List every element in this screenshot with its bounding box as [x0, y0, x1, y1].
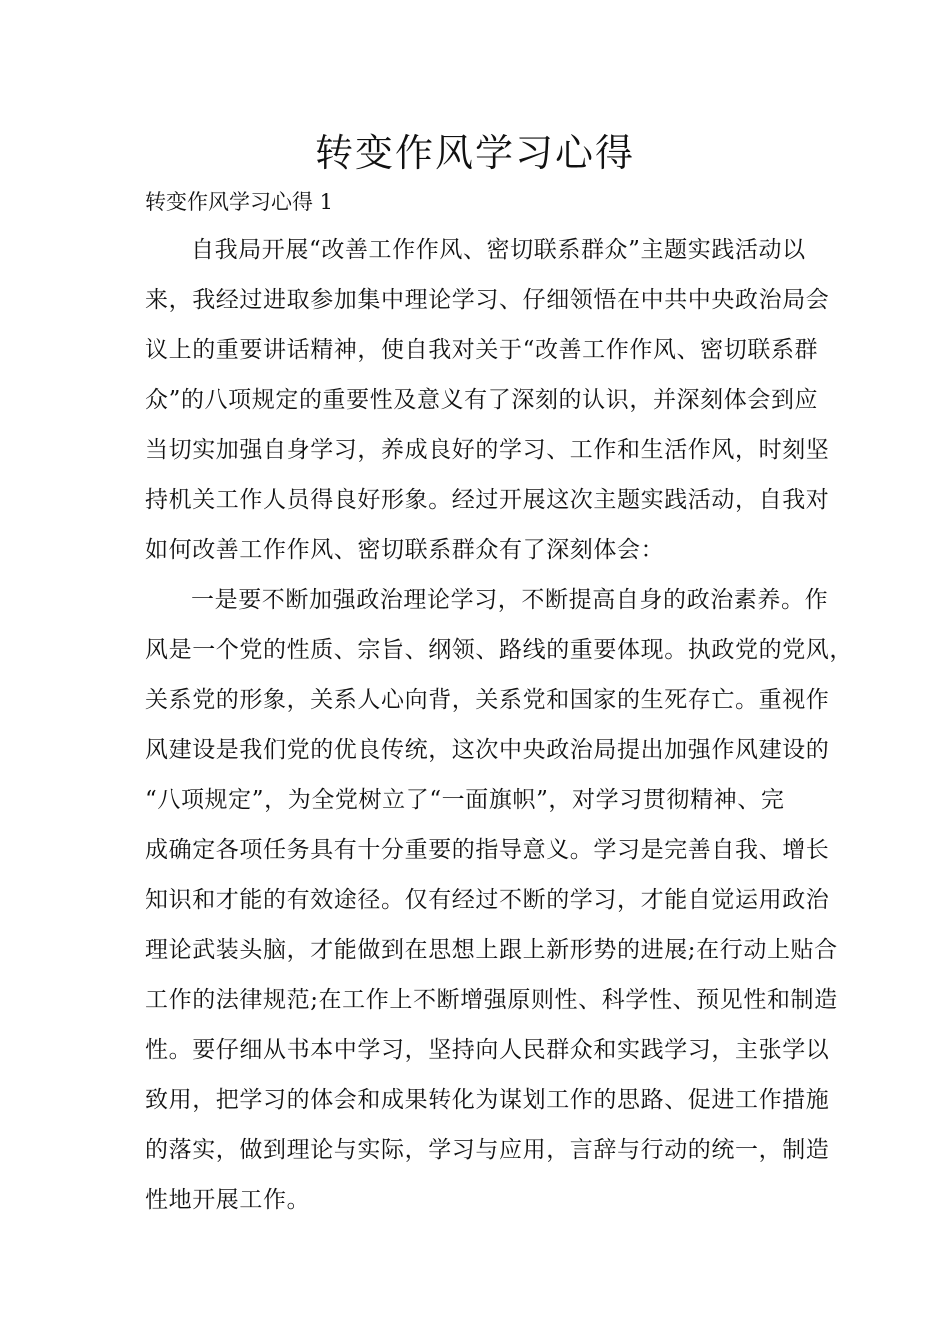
paragraph-line: 工作的法律规范;在工作上不断增强原则性、科学性、预见性和制造	[145, 987, 838, 1013]
paragraph-line: 致用，把学习的体会和成果转化为谋划工作的思路、促进工作措施	[145, 1087, 830, 1113]
paragraph-line: 的落实，做到理论与实际，学习与应用，言辞与行动的统一，制造	[145, 1137, 830, 1163]
paragraph-line: 风建设是我们党的优良传统，这次中央政治局提出加强作风建设的	[145, 737, 830, 763]
paragraph-line: 议上的重要讲话精神，使自我对关于“改善工作作风、密切联系群	[145, 337, 819, 363]
paragraph-2	[145, 584, 853, 1234]
paragraph-line: 一是要不断加强政治理论学习，不断提高自身的政治素养。作	[191, 587, 829, 613]
paragraph-line: 当切实加强自身学习，养成良好的学习、工作和生活作风，时刻坚	[145, 437, 830, 463]
paragraph-line: 知识和才能的有效途径。仅有经过不断的学习，才能自觉运用政治	[145, 887, 830, 913]
document-subtitle: 转变作风学习心得 1	[145, 190, 334, 214]
paragraph-line: 自我局开展“改善工作作风、密切联系群众”主题实践活动以	[191, 237, 806, 263]
paragraph-line: 持机关工作人员得良好形象。经过开展这次主题实践活动，自我对	[145, 487, 830, 513]
paragraph-line: 性。要仔细从书本中学习，坚持向人民群众和实践学习，主张学以	[145, 1037, 830, 1063]
paragraph-1	[145, 234, 830, 584]
paragraph-line: 关系党的形象，关系人心向背，关系党和国家的生死存亡。重视作	[145, 687, 830, 713]
paragraph-line: 成确定各项任务具有十分重要的指导意义。学习是完善自我、增长	[145, 837, 830, 863]
paragraph-line: “八项规定”，为全党树立了“一面旗帜”，对学习贯彻精神、完	[145, 787, 785, 813]
paragraph-line: 性地开展工作。	[145, 1187, 311, 1213]
paragraph-line: 如何改善工作作风、密切联系群众有了深刻体会：	[145, 537, 665, 563]
paragraph-line: 来，我经过进取参加集中理论学习、仔细领悟在中共中央政治局会	[145, 287, 830, 313]
document-body	[145, 234, 853, 1234]
paragraph-line: 风是一个党的性质、宗旨、纲领、路线的重要体现。执政党的党风，	[145, 637, 853, 663]
paragraph-line: 众”的八项规定的重要性及意义有了深刻的认识，并深刻体会到应	[145, 387, 819, 413]
paragraph-line: 理论武装头脑，才能做到在思想上跟上新形势的进展;在行动上贴合	[145, 937, 838, 963]
document-title: 转变作风学习心得	[314, 131, 635, 175]
